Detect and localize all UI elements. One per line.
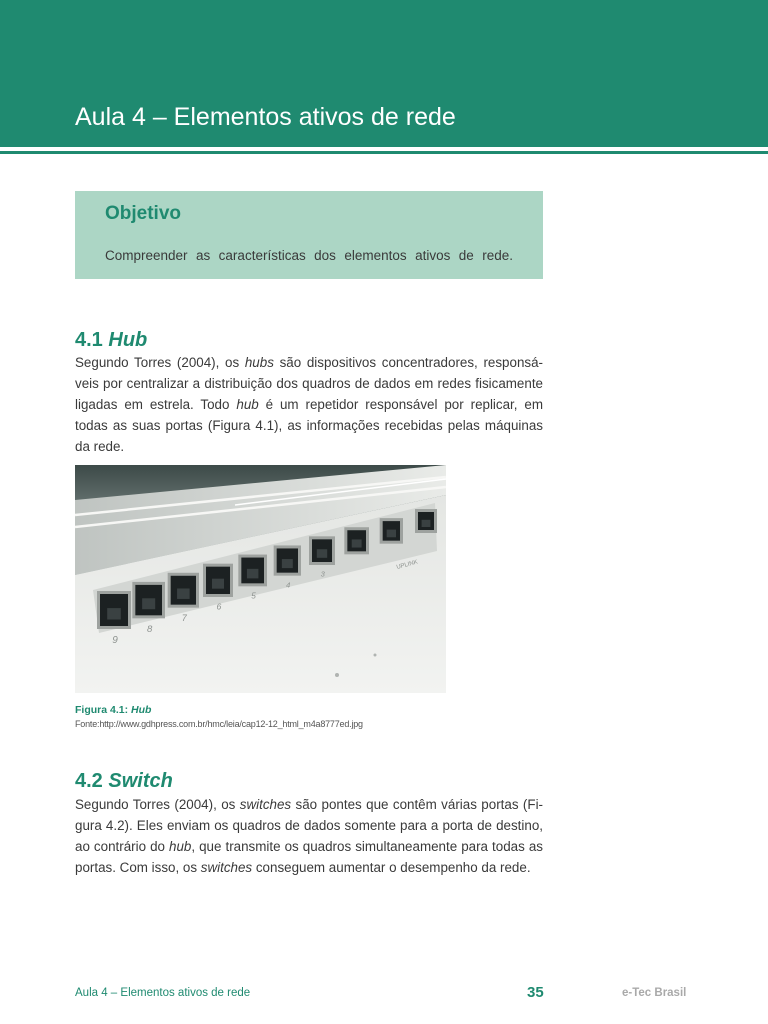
port-number-label: 3 [320,569,325,579]
port-number-label: 7 [181,612,187,623]
figure-caption-title: Hub [131,704,152,716]
section-number: 4.1 [75,329,103,351]
paragraph-line: da rede. [75,439,125,454]
paragraph-line: gura 4.2). Eles enviam os quadros de dados somente para a porta de destino, [75,818,543,833]
hub-photo-illustration [75,465,446,693]
header-divider [0,151,768,154]
hub-port [415,509,437,533]
objective-box [75,191,543,279]
figure-caption [75,704,151,717]
paragraph-line: todas as suas portas (Figura 4.1), as informações recebidas pelas máquinas [75,418,543,433]
hub-port [168,573,199,608]
italic-term: switches [200,860,253,875]
section-paragraph-switch [75,794,543,878]
section-title: Switch [108,770,173,792]
objective-text: Compreender as características dos elementos ativos de rede. [105,248,513,263]
page-number: 35 [527,984,544,1001]
figure-source: Fonte:http://www.gdhpress.com.br/hmc/leia/cap12-12_html_m4a8777ed.jpg [75,719,363,729]
paragraph-line: ligadas em estrela. Todo hub é um repetidor responsável por replicar, em [75,397,543,412]
port-number-label: 4 [285,580,291,590]
italic-term: hub [169,839,192,854]
objective-title: Objetivo [105,203,182,224]
footer-chapter: Aula 4 – Elementos ativos de rede [75,987,251,999]
paragraph-line: veis por centralizar a distribuição dos quadros de dados em redes fisicamente [75,376,543,391]
port-number-label: 5 [251,591,256,601]
hub-port [132,582,165,618]
section-title: Hub [108,329,148,351]
paragraph-line: Segundo Torres (2004), os switches são pontes que contêm várias portas (Fi- [75,797,543,812]
paragraph-line: Segundo Torres (2004), os hubs são dispositivos concentradores, responsá- [75,355,543,370]
hub-port [203,564,233,597]
figure-caption-label: Figura 4.1: [75,704,132,716]
italic-term: switches [239,797,292,812]
section-number: 4.2 [75,770,103,792]
hub-port [344,527,369,554]
section-heading-switch [75,768,173,794]
section-heading-hub [75,327,147,353]
hub-port [380,518,403,544]
header-band [0,0,768,147]
uplink-label: UPLINK [395,559,419,571]
paragraph-line: ao contrário do hub, que transmite os quadros simultaneamente para todas as [75,839,543,854]
hub-port [309,536,335,565]
port-number-label: 9 [112,635,118,646]
paragraph-line: portas. Com isso, os switches conseguem aumentar o desempenho da rede. [75,860,531,875]
hub-port [238,555,267,587]
italic-term: hub [236,397,259,412]
port-number-label: 8 [147,623,153,635]
section-paragraph-hub [75,352,543,457]
chapter-title: Aula 4 – Elementos ativos de rede [75,103,456,131]
hub-photo [75,465,446,693]
hub-port [274,545,301,575]
italic-term: hubs [244,355,274,370]
port-number-label: 6 [216,601,222,612]
hub-port [97,591,131,629]
footer-brand: e-Tec Brasil [622,987,687,999]
